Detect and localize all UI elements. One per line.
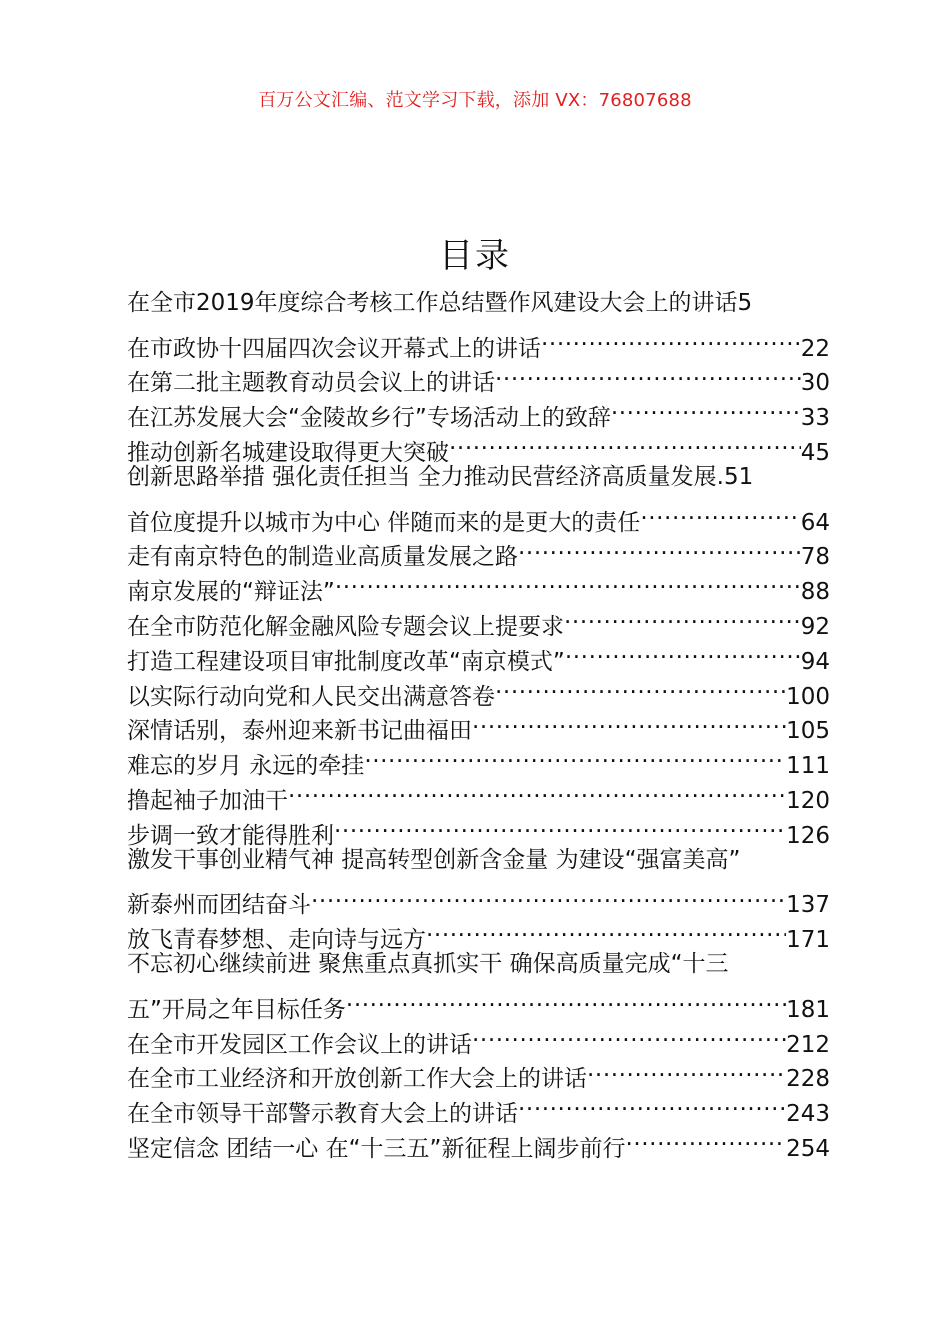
toc-page-number: 254 xyxy=(786,1135,830,1162)
toc-dot-leader xyxy=(335,564,801,599)
toc-entry[interactable] xyxy=(127,878,830,919)
toc-dot-leader xyxy=(495,356,801,391)
toc-page-number: 126 xyxy=(786,822,830,849)
page-title: 目录 xyxy=(439,236,511,276)
toc-dot-leader xyxy=(288,773,786,808)
toc-page-number: 78 xyxy=(800,544,830,571)
toc-entry-title: 新泰州而团结奋斗 xyxy=(127,892,311,919)
toc-entry[interactable] xyxy=(127,460,830,495)
toc-entry-title: 在全市防范化解金融风险专题会议上提要求 xyxy=(127,613,564,640)
toc-entry-title: 在第二批主题教育动员会议上的讲话 xyxy=(127,370,495,397)
toc-page-number: 137 xyxy=(786,892,830,919)
toc-entry-title: 在市政协十四届四次会议开幕式上的讲话 xyxy=(127,335,541,362)
toc-dot-leader xyxy=(625,1121,786,1156)
toc-dot-leader xyxy=(311,878,786,913)
toc-page-number: 88 xyxy=(800,579,830,606)
toc-entry[interactable] xyxy=(127,495,830,536)
toc-dot-leader xyxy=(472,704,786,739)
toc-dot-leader xyxy=(364,738,786,773)
toc-page-number: 33 xyxy=(800,405,830,432)
toc-entry-title: 坚定信念 团结一心 在“十三五”新征程上阔步前行 xyxy=(127,1135,626,1162)
toc-dot-leader xyxy=(518,1086,786,1121)
toc-dot-leader xyxy=(565,634,801,669)
toc-page-number: 94 xyxy=(800,648,830,675)
toc-page-number: 111 xyxy=(786,753,830,780)
toc-dot-leader xyxy=(472,1017,786,1052)
toc-page-number: 51 xyxy=(723,463,754,490)
toc-page-number: 30 xyxy=(800,370,830,397)
toc-dot-leader xyxy=(640,495,800,530)
toc-dot-leader xyxy=(541,321,801,356)
toc-entry-title: 首位度提升以城市为中心 伴随而来的是更大的责任 xyxy=(127,509,641,536)
toc-page-number: 22 xyxy=(800,335,830,362)
toc-dot-leader xyxy=(346,982,786,1017)
toc-entry-title: 深情话别，泰州迎来新书记曲福田 xyxy=(127,718,472,745)
toc-entry[interactable] xyxy=(127,321,830,362)
toc-dot-leader xyxy=(495,669,786,704)
toc-entry-title: 推动创新名城建设取得更大突破 xyxy=(127,439,449,466)
toc-page-number: 171 xyxy=(786,927,830,954)
toc-entry[interactable] xyxy=(127,843,830,878)
toc-page-number: 105 xyxy=(786,718,830,745)
toc-page-number: 120 xyxy=(786,787,830,814)
toc-entry-title: 在江苏发展大会“金陵故乡行”专场活动上的致辞 xyxy=(127,405,611,432)
toc-entry-title: 打造工程建设项目审批制度改革“南京模式” xyxy=(127,648,565,675)
toc-page-number: 228 xyxy=(786,1066,830,1093)
toc-page-number: 243 xyxy=(786,1101,830,1128)
toc-entry-title: 激发干事创业精气神 提高转型创新含金量 为建设“强富美高” xyxy=(127,846,741,873)
toc-page-number: 100 xyxy=(786,683,830,710)
toc-dot-leader xyxy=(518,530,801,565)
toc-entry-title: 不忘初心继续前进 聚焦重点真抓实干 确保高质量完成“十三 xyxy=(127,951,729,978)
toc-dot-leader xyxy=(611,390,801,425)
toc-page-number: 181 xyxy=(786,996,830,1023)
toc-entry-title: 放飞青春梦想、走向诗与远方 xyxy=(127,927,426,954)
toc-entry-title: 撸起袖子加油干 xyxy=(127,787,288,814)
toc-entry-title: 创新思路举措 强化责任担当 全力推动民营经济高质量发展. xyxy=(127,463,724,490)
toc-entry-title: 在全市领导干部警示教育大会上的讲话 xyxy=(127,1101,518,1128)
toc-entry-title: 在全市工业经济和开放创新工作大会上的讲话 xyxy=(127,1066,587,1093)
toc-entry[interactable] xyxy=(127,982,830,1023)
toc-entry-title: 五”开局之年目标任务 xyxy=(127,996,346,1023)
toc-entry-title: 走有南京特色的制造业高质量发展之路 xyxy=(127,544,518,571)
toc-entry[interactable] xyxy=(127,947,830,982)
toc-entry-title: 在全市开发园区工作会议上的讲话 xyxy=(127,1031,472,1058)
toc-page-number: 45 xyxy=(800,439,830,466)
toc-entry-title: 以实际行动向党和人民交出满意答卷 xyxy=(127,683,495,710)
toc-page-number: 64 xyxy=(800,509,830,536)
toc-entry-title: 难忘的岁月 永远的牵挂 xyxy=(127,753,365,780)
toc-dot-leader xyxy=(426,912,786,947)
watermark-header: 百万公文汇编、范文学习下载，添加 VX：76807688 xyxy=(258,90,692,111)
toc-dot-leader xyxy=(449,425,801,460)
toc-page-number: 212 xyxy=(786,1031,830,1058)
toc-entry[interactable] xyxy=(127,286,830,321)
toc-entry-title: 在全市2019年度综合考核工作总结暨作风建设大会上的讲话 xyxy=(127,290,738,316)
toc-dot-leader xyxy=(334,808,786,843)
toc-page-number: 5 xyxy=(737,290,753,316)
table-of-contents xyxy=(127,286,830,1162)
toc-dot-leader xyxy=(587,1052,786,1087)
toc-entry-title: 步调一致才能得胜利 xyxy=(127,822,334,849)
toc-entry-title: 南京发展的“辩证法” xyxy=(127,579,335,606)
toc-page-number: 92 xyxy=(800,613,830,640)
toc-dot-leader xyxy=(564,599,801,634)
